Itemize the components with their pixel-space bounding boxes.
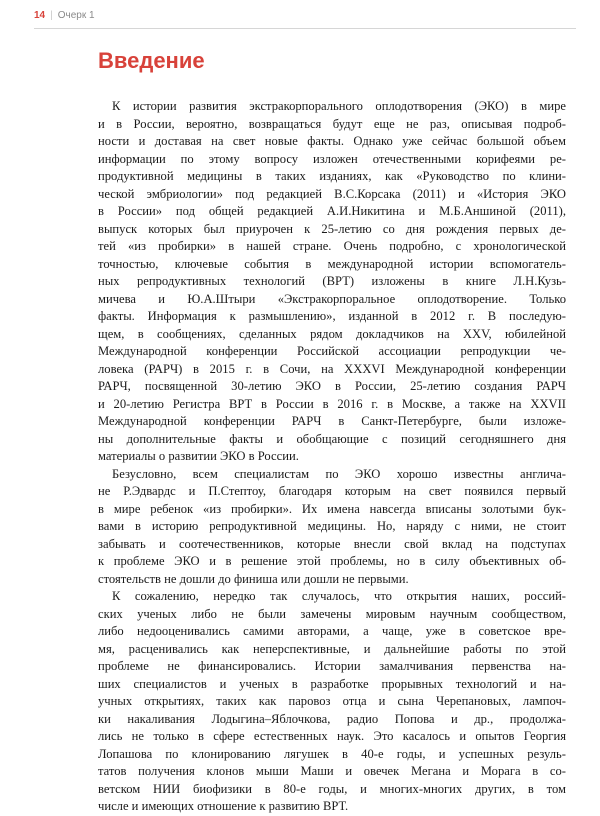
text-line: к проблеме ЭКО и в решение этой проблемы, но в силу объективных об- <box>98 554 566 568</box>
running-header <box>34 10 95 22</box>
text-line: не Р.Эдвардс и П.Стептоу, благодаря которым на свет появился первый <box>98 484 566 498</box>
text-line: либо недооценивались самими авторами, а чаще, уже в советское вре- <box>98 624 566 638</box>
body-text <box>98 98 566 816</box>
text-line: забывать и соотечественников, которые внесли свой вклад на подступах <box>98 536 566 551</box>
text-line: точностью, ключевые события в международной истории вспомогатель- <box>98 256 566 271</box>
text-line: Международной конференции РАРЧ в Санкт-Петербурге, были изложе- <box>98 414 566 428</box>
text-line: щем, в сообщениях, сделанных рядом докладчиков на XXV, юбилейной <box>98 326 566 341</box>
text-line: лись не только в сфере естественных наук. Это касалось и опытов Георгия <box>98 729 566 743</box>
text-line: мя, расценивались как неперспективные, и дальнейшие работы по этой <box>98 641 566 656</box>
text-line: выпуск которых был приурочен к 25-летию со дня рождения первых де- <box>98 221 566 236</box>
chapter-label: Очерк 1 <box>57 10 95 21</box>
text-line: Международной конференции Российской ассоциации репродукции че- <box>98 344 566 358</box>
text-line: информации по этому вопросу изложен отечественными корифеями ре- <box>98 151 566 166</box>
text-line: ловека (РАРЧ) в 2015 г. в Сочи, на XXXVI Международной конференции <box>98 361 566 376</box>
text-line: тей «из пробирки» в нашей стране. Очень подробно, с хронологической <box>98 239 566 253</box>
text-line: вами в историю репродуктивной медицины. Но, наряду с ними, не стоит <box>98 519 566 533</box>
page-number: 14 <box>34 10 46 21</box>
text-line: ны дополнительные факты и обобщающие с позиций сегодняшнего дня <box>98 431 566 446</box>
text-line: ветском НИИ биофизики в 80-е годы, и многих-многих других, в том <box>98 781 566 796</box>
text-line: ки накаливания Лодыгина–Яблочкова, радио Попова и др., продолжа- <box>98 711 566 726</box>
text-line: РАРЧ, посвященной 30-летию ЭКО в России, 25-летию создания РАРЧ <box>98 379 566 393</box>
text-line: в мире ребенок «из пробирки». Их имена навсегда вписаны золотыми бук- <box>98 501 566 516</box>
text-line: татов получения клонов мыши Маши и овечек Мегана и Морага в со- <box>98 764 566 778</box>
text-line: учных открытиях, таких как паровоз отца и сына Черепановых, лампоч- <box>98 694 566 708</box>
text-line: мичева и Ю.А.Штыри «Экстракорпоральное оплодотворение. Только <box>98 291 566 306</box>
text-line: факты. Информация к размышлению», изданной в 2012 г. В последую- <box>98 309 566 323</box>
paragraph <box>98 466 566 589</box>
text-line: стоятельств не дошли до финиша или дошли не первыми. <box>98 571 409 586</box>
header-separator: | <box>50 10 53 21</box>
text-line: К сожалению, нередко так случалось, что открытия наших, россий- <box>112 589 566 603</box>
text-line: ских ученых либо не были замечены мировым научным сообществом, <box>98 606 566 621</box>
text-line: материалы о развитии ЭКО в России. <box>98 449 299 463</box>
header-rule <box>34 28 576 29</box>
text-line: ших специалистов и ученых в разработке прорывных технологий и на- <box>98 676 566 691</box>
paragraph <box>98 588 566 816</box>
text-line: продуктивной медицины в таких изданиях, как «Руководство по клини- <box>98 169 566 183</box>
text-line: ческой эмбриологии» под редакцией В.С.Корсака (2011) и «История ЭКО <box>98 186 566 201</box>
text-line: ности и доставая на свет новые факты. Однако уже сейчас большой объем <box>98 134 566 148</box>
text-line: и 20-летию Регистра ВРТ в России в 2016 г. в Москве, а также на XXVII <box>98 396 566 411</box>
text-line: Лопашова по клонированию лягушек в 40-е годы, и успешных резуль- <box>98 746 566 761</box>
text-line: проблеме не финансировались. Истории замалчивания первенства на- <box>98 659 566 673</box>
text-line: числе и имеющих отношение к развитию ВРТ. <box>98 799 349 813</box>
section-heading: Введение <box>98 48 205 73</box>
text-line: в России» под общей редакцией А.И.Никитина и М.Б.Аншиной (2011), <box>98 204 566 218</box>
paragraph <box>98 98 566 466</box>
text-line: Безусловно, всем специалистам по ЭКО хорошо известны англича- <box>112 466 566 481</box>
text-line: ных репродуктивных технологий (ВРТ) изложены в книге Л.Н.Кузь- <box>98 274 566 288</box>
text-line: и в России, вероятно, возвращаться будут еще не раз, описывая подроб- <box>98 116 566 131</box>
text-line: К истории развития экстракорпорального оплодотворения (ЭКО) в мире <box>112 99 566 113</box>
